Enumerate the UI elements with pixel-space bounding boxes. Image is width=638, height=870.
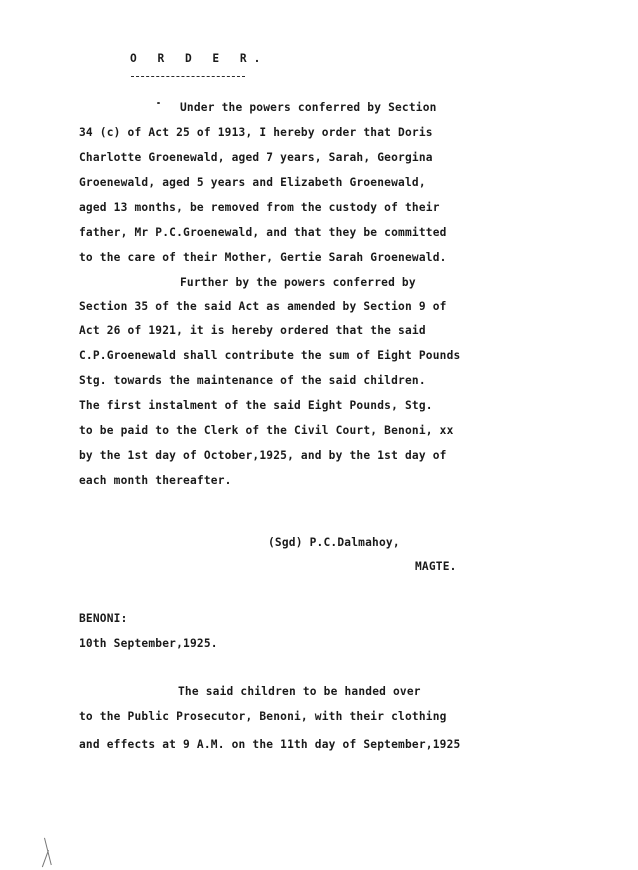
signature-title: MAGTE. — [415, 560, 457, 573]
paragraph3-line: and effects at 9 A.M. on the 11th day of September,1925 — [79, 738, 461, 751]
paragraph2-line: Further by the powers conferred by — [180, 276, 416, 289]
paragraph2-line: each month thereafter. — [79, 474, 232, 487]
order-title: O R D E R. — [130, 52, 268, 65]
paragraph3-line: to the Public Prosecutor, Benoni, with their clothing — [79, 710, 447, 723]
paragraph1-line: to the care of their Mother, Gertie Sarah Groenewald. — [79, 251, 447, 264]
title-underline — [131, 76, 245, 77]
paragraph1-line: aged 13 months, be removed from the custody of their — [79, 201, 440, 214]
paragraph3-line: The said children to be handed over — [178, 685, 421, 698]
paragraph1-line: Groenewald, aged 5 years and Elizabeth Groenewald, — [79, 176, 426, 189]
scan-mark — [42, 850, 49, 867]
scan-speck — [157, 102, 160, 104]
paragraph1-line: 34 (c) of Act 25 of 1913, I hereby order that Doris — [79, 126, 433, 139]
paragraph1-line: father, Mr P.C.Groenewald, and that they be committed — [79, 226, 447, 239]
date-line: 10th September,1925. — [79, 637, 218, 650]
place-line: BENONI: — [79, 612, 128, 625]
signature-line: (Sgd) P.C.Dalmahoy, — [268, 536, 400, 549]
paragraph2-line: Stg. towards the maintenance of the said children. — [79, 374, 426, 387]
paragraph2-line: to be paid to the Clerk of the Civil Court, Benoni, xx — [79, 424, 454, 437]
paragraph1-line: Under the powers conferred by Section — [180, 101, 437, 114]
paragraph2-line: The first instalment of the said Eight Pounds, Stg. — [79, 399, 433, 412]
paragraph1-line: Charlotte Groenewald, aged 7 years, Sarah, Georgina — [79, 151, 433, 164]
paragraph2-line: by the 1st day of October,1925, and by the 1st day of — [79, 449, 447, 462]
paragraph2-line: Act 26 of 1921, it is hereby ordered that the said — [79, 324, 426, 337]
paragraph2-line: C.P.Groenewald shall contribute the sum of Eight Pounds — [79, 349, 461, 362]
paragraph2-line: Section 35 of the said Act as amended by Section 9 of — [79, 300, 447, 313]
